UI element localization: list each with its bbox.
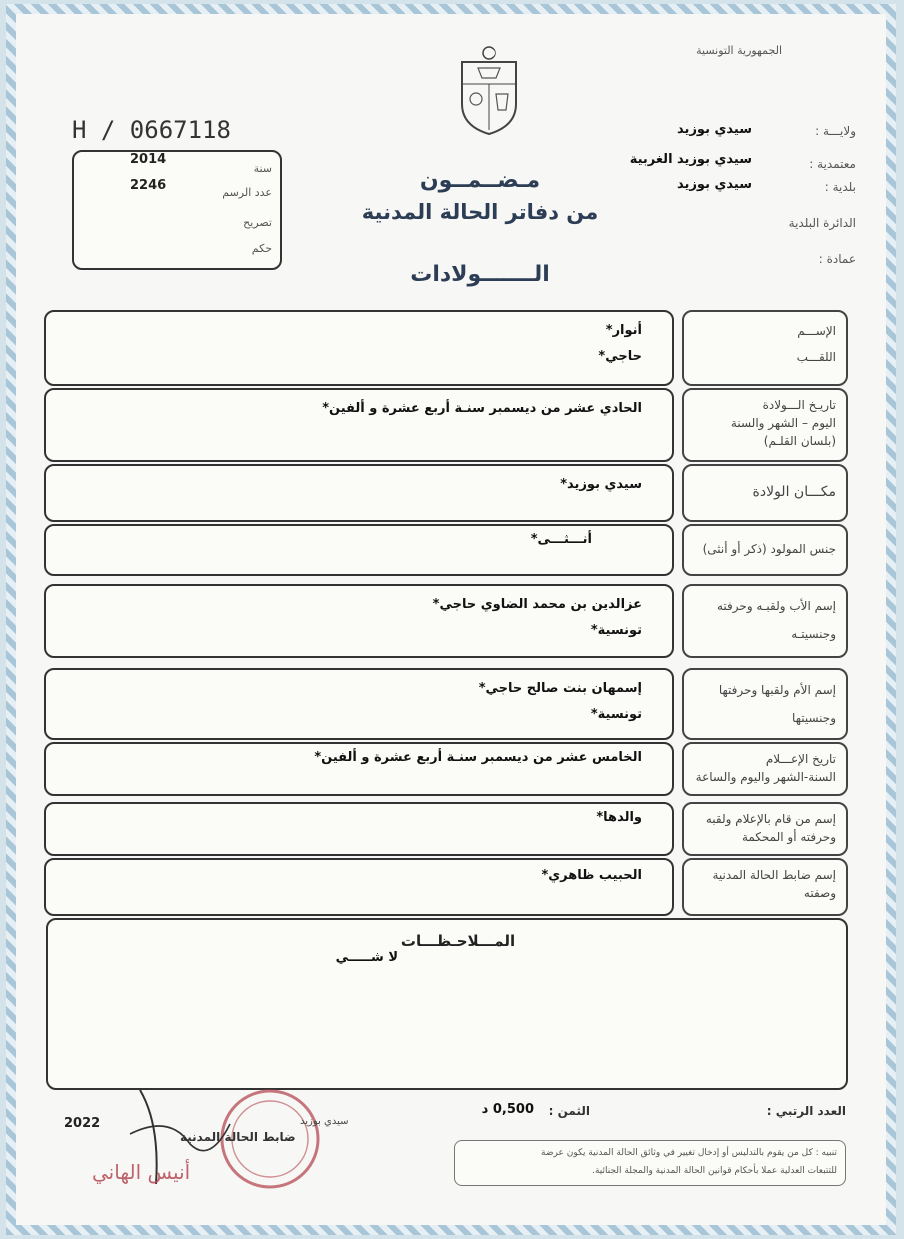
birth-date-value: الحادي عشر من ديسمبر سنـة أربع عشرة و ألفين* [322,401,642,416]
delegation-value: سيدي بوزيد الغربية [629,152,752,167]
governorate-label: ولايـــة : [815,124,856,138]
remarks-value: لا شـــــي [335,950,398,965]
birth-date-label-line3: (بلسان القلـم) [763,434,836,448]
father-label-line1: إسم الأب ولقبـه وحرفته [716,599,836,613]
father-label-line2: وجنسيتـه [791,627,836,641]
stamp-text: ضابط الحالة المدنية [180,1130,296,1144]
judgment-label: حكم [251,242,272,255]
birth-place-label: مكـــان الولادة [682,464,848,522]
mother-name-value: إسمهان بنت صالح حاجي* [478,681,642,696]
row-birth-date [44,388,848,462]
father-label [682,584,848,658]
record-year-label: سنة [253,162,272,175]
delegation-label: معتمدية : [809,157,856,171]
governorate-value: سيدي بوزيد [677,122,752,137]
record-number-label: عدد الرسم [222,186,272,199]
municipality-label: بلدية : [824,180,856,194]
officer-label-line2: وصفته [803,886,836,900]
remarks-box [46,918,848,1090]
birth-date-label-line1: تاريـخ الـــولادة [762,398,836,412]
record-number-value: 2246 [130,178,167,193]
birth-date-field [44,388,674,462]
serial-number: H / 0667118 [72,116,231,144]
row-birth-place [44,464,848,522]
declarant-value: والدها* [596,810,642,825]
republic-label: الجمهورية التونسية [696,44,782,57]
birth-date-label [682,388,848,462]
row-name [44,310,848,386]
record-year-value: 2014 [130,152,167,167]
price-label: الثمن : [548,1104,590,1118]
section-title: الـــــــولادات [410,262,550,287]
mother-label-line2: وجنسيتها [792,711,836,725]
row-officer [44,858,848,916]
officer-field [44,858,674,916]
municipality-value: سيدي بوزيد [677,177,752,192]
officer-label-line1: إسم ضابط الحالة المدنية [712,868,836,882]
declarant-label [682,802,848,856]
birth-place-value: سيدي بوزيد* [560,477,642,492]
first-name-value: أنوار* [605,323,642,338]
declaration-label: تصريح [243,216,272,229]
last-name-value: حاجي* [598,349,642,364]
declaration-date-label [682,742,848,796]
declarant-label-line2: وحرفته أو المحكمة [741,830,836,844]
record-box [72,150,282,270]
district-label: الدائرة البلدية [788,216,856,230]
remarks-title: المـــلاحـظـــات [400,932,516,950]
serial-order-label: العدد الرتبي : [766,1104,846,1118]
notice-line1: تنبيه : كل من يقوم بالتدليس أو إدخال تغيير في وثائق الحالة المدنية يكون عرضة [541,1148,837,1158]
mother-nationality-value: تونسية* [590,707,642,722]
name-field [44,310,674,386]
declaration-date-label-line2: السنة-الشهر واليوم والساعة [695,770,836,784]
officer-label [682,858,848,916]
last-name-label: اللقـــب [796,350,836,364]
sex-label: جنس المولود (ذكر أو أنثى) [682,524,848,576]
declarant-field [44,802,674,856]
row-sex [44,524,848,576]
declaration-date-label-line1: تاريخ الإعـــلام [765,752,836,766]
first-name-label: الإســـم [797,324,836,338]
omda-label: عمادة : [818,252,856,266]
date-year: 2022 [64,1116,101,1131]
row-mother [44,668,848,740]
declarant-label-line1: إسم من قام بالإعلام ولقبه [705,812,836,826]
row-father [44,584,848,658]
name-label [682,310,848,386]
father-nationality-value: تونسية* [590,623,642,638]
sex-value: أنـــثـــى* [530,532,592,547]
declaration-date-field [44,742,674,796]
sex-field [44,524,674,576]
title-line2: من دفاتر الحالة المدنية [361,200,599,224]
birth-date-label-line2: اليوم – الشهر والسنة [730,416,836,430]
officer-value: الحبيب ظاهري* [541,868,642,883]
row-declaration-date [44,742,848,796]
price-value: 0,500 د [481,1102,534,1117]
title-line1: مـضــمــون [419,168,541,193]
father-name-value: عزالدين بن محمد الضاوي حاجي* [432,597,642,612]
mother-field [44,668,674,740]
notice-line2: للتتبعات العدلية عملا بأحكام قوانين الحالة المدنية والمجلة الجنائية. [592,1166,837,1176]
mother-label-line1: إسم الأم ولقبها وحرفتها [718,683,836,697]
signature-name: أنيس الهاني [92,1160,191,1184]
row-declarant [44,802,848,856]
coat-of-arms-icon [456,44,522,136]
father-field [44,584,674,658]
birth-place-field [44,464,674,522]
mother-label [682,668,848,740]
declaration-date-value: الخامس عشر من ديسمبر سنـة أربع عشرة و ألفين* [314,750,642,765]
notice-box [454,1140,846,1186]
stamp-place: سيدي بوزيد [300,1116,349,1127]
